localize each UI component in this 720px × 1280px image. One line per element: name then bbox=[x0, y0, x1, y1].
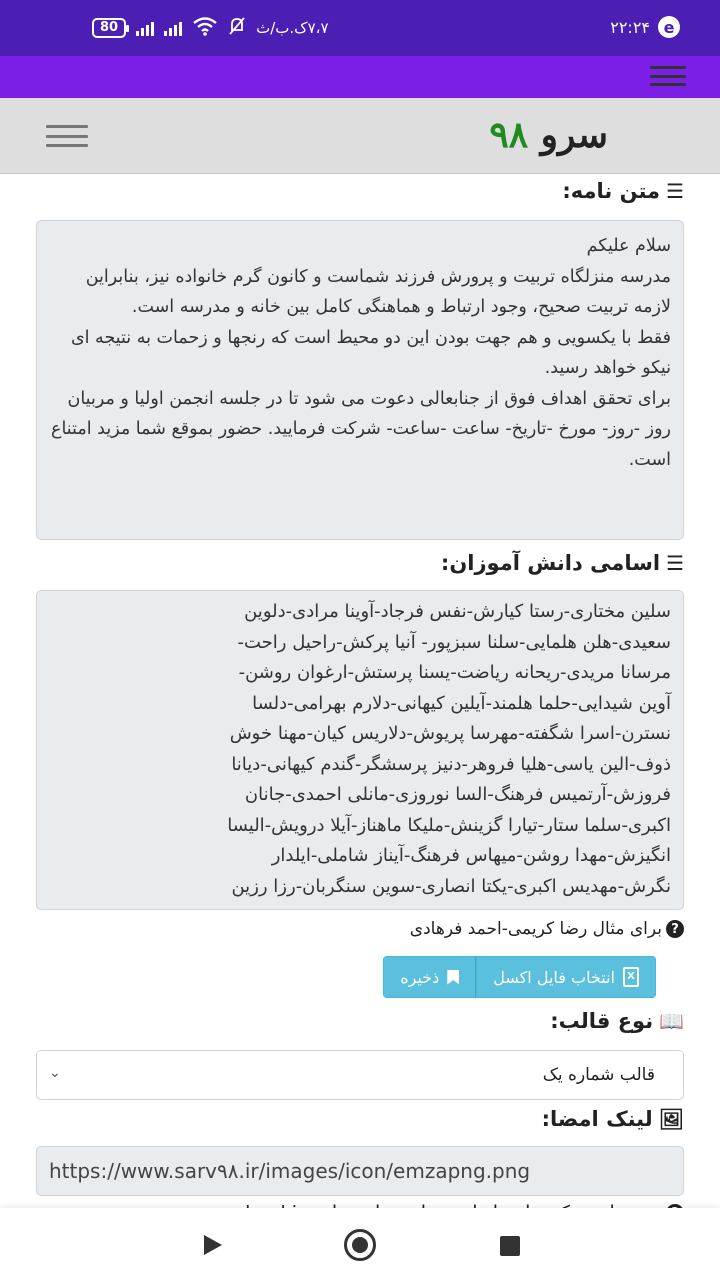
excel-file-button[interactable]: X انتخاب فایل اکسل bbox=[476, 956, 656, 998]
status-time: ۲۲:۲۴ bbox=[610, 17, 650, 37]
student-line: اکبری-سلما ستار-تیارا گزینش-ملیکا ماهناز-آیلا درویش-الیسا bbox=[227, 814, 671, 836]
home-icon[interactable] bbox=[344, 1229, 376, 1261]
network-speed: ۷،۷ک.ب/ث bbox=[256, 19, 329, 37]
app-notification-icon: e bbox=[658, 16, 680, 38]
bookmark-icon bbox=[447, 970, 459, 985]
image-icon: 🖼 bbox=[658, 1107, 684, 1131]
student-line: آوین شیدایی-حلما هلمند-آیلین کیهانی-دلارم بهرامی-دلسا bbox=[252, 692, 671, 714]
signature-label: 🖼 لینک امضا: bbox=[541, 1107, 684, 1131]
site-logo[interactable] bbox=[489, 114, 608, 156]
excel-file-icon: X bbox=[623, 967, 639, 987]
template-label: 📖 نوع قالب: bbox=[550, 1009, 684, 1033]
list-icon: ☰ bbox=[666, 179, 684, 203]
student-line: فروزش-آرتمیس فرهنگ-السا نوروزی-مانلی احمدی-جانان bbox=[244, 784, 671, 805]
site-header bbox=[0, 98, 720, 174]
chevron-down-icon: ⌄ bbox=[49, 1065, 61, 1081]
student-line: نگرش-مهدیس اکبری-یکتا انصاری-سوین سنگربان-رزا رزین bbox=[231, 875, 671, 897]
form-content bbox=[36, 174, 684, 1228]
logo-text: سرو bbox=[540, 114, 608, 156]
letter-label: ☰ متن نامه: bbox=[562, 179, 684, 203]
site-menu-icon[interactable] bbox=[46, 125, 88, 147]
status-bar bbox=[0, 0, 720, 56]
student-line: سلین مختاری-رستا کیارش-نفس فرجاد-آوینا مرادی-دلوین bbox=[244, 601, 671, 622]
student-line: سعیدی-هلن هلمایی-سلنا سبزپور- آنیا پرکش-راحیل راحت- bbox=[237, 631, 671, 653]
book-icon: 📖 bbox=[659, 1009, 684, 1033]
system-navbar bbox=[0, 1208, 720, 1280]
student-line: نسترن-اسرا شگفته-مهرسا پریوش-دلاریس کیان-مهنا خوش bbox=[229, 723, 671, 744]
question-circle-icon: ? bbox=[666, 920, 684, 938]
list-icon: ☰ bbox=[666, 551, 684, 575]
letter-textarea[interactable]: سلام علیکم مدرسه منزلگاه تربیت و پرورش فرزند شماست و کانون گرم خانواده نیز، بنابراین لازمه تربیت صحیح، وجود ارتباط و هماهنگی کامل بین خانه و مدرسه است. فقط با یکسویی و هم جهت بودن این دو محیط است که رنجها و زحمات به نتیجه ای نیکو خواهد رسید. برای تحقق اهداف فوق از جنابعالی دعوت می شود تا در جلسه انجمن اولیا و مربیان روز -روز- مورخ -تاریخ- ساعت -ساعت- شرکت فرمایید. حضور بموقع شما مزید امتناع است. bbox=[36, 220, 684, 540]
student-line: مرسانا مریدی-ریحانه ریاضت-یسنا پرستش-ارغوان روشن- bbox=[238, 662, 671, 683]
signature-link-input[interactable]: https://www.sarv۹۸.ir/images/icon/emzapng.png bbox=[36, 1146, 684, 1196]
battery-icon: 80 bbox=[92, 18, 126, 38]
topbar-menu-icon[interactable] bbox=[650, 66, 686, 86]
save-button[interactable]: ذخیره bbox=[383, 956, 476, 998]
template-select[interactable]: قالب شماره یک ⌄ bbox=[36, 1050, 684, 1100]
back-icon[interactable] bbox=[204, 1235, 222, 1255]
app-topbar bbox=[0, 56, 720, 98]
students-textarea[interactable] bbox=[36, 590, 684, 910]
muted-bell-icon bbox=[228, 16, 246, 40]
student-line: انگیزش-مهدا روشن-میهاس فرهنگ-آیناز شاملی-ایلدار bbox=[271, 845, 671, 866]
student-line: ذوف-الین یاسی-هلیا فروهر-دنیز پرسشگر-گندم کیهانی-دیانا bbox=[231, 753, 671, 775]
signal-icon bbox=[136, 20, 154, 36]
signal-icon-2 bbox=[164, 20, 182, 36]
students-label: ☰ اسامی دانش آموزان: bbox=[440, 551, 684, 575]
wifi-icon bbox=[192, 16, 218, 40]
students-help: ? برای مثال رضا کریمی-احمد فرهادی bbox=[36, 914, 684, 944]
action-buttons bbox=[383, 956, 656, 998]
recent-apps-icon[interactable] bbox=[500, 1236, 520, 1256]
logo-number: ۹۸ bbox=[489, 114, 529, 156]
